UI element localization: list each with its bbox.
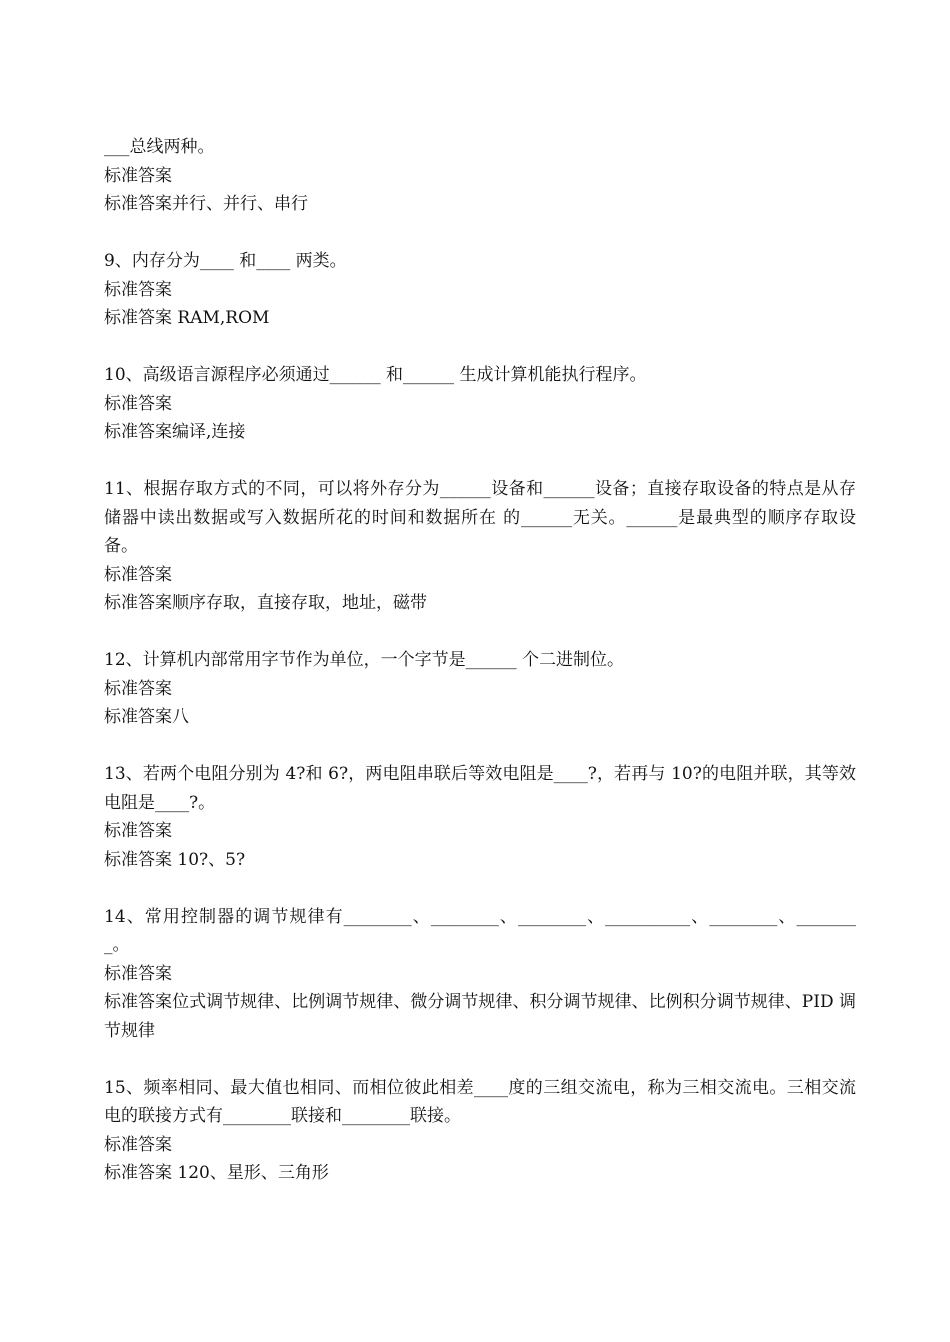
qa-item-15: [104, 1074, 856, 1188]
answer-label: 标准答案: [104, 821, 172, 841]
document-page: [104, 133, 856, 1216]
answer-text: 标准答案并行、并行、串行: [104, 194, 308, 214]
qa-item-10: [104, 361, 856, 447]
answer-text: 标准答案顺序存取，直接存取，地址，磁带: [104, 593, 427, 613]
answer-text: 标准答案 RAM,ROM: [104, 308, 270, 328]
qa-item-9: [104, 247, 856, 333]
qa-item-12: [104, 646, 856, 732]
question-text: 10、高级语言源程序必须通过______ 和______ 生成计算机能执行程序。: [104, 365, 647, 385]
qa-item-13: [104, 760, 856, 874]
answer-label: 标准答案: [104, 678, 172, 699]
answer-text: 标准答案 10?、5?: [104, 849, 246, 870]
answer-label: 标准答案: [104, 1134, 172, 1155]
answer-label: 标准答案: [104, 564, 172, 585]
answer-label: 标准答案: [104, 393, 172, 414]
answer-label: 标准答案: [104, 963, 172, 984]
answer-label: 标准答案: [104, 279, 172, 300]
answer-text: 标准答案八: [104, 707, 189, 727]
qa-item-11: [104, 475, 856, 618]
question-text: 11、根据存取方式的不同，可以将外存分为______设备和______设备；直接存取设备的特点是从存储器中读出数据或写入数据所花的时间和数据所在 的______无关。______是最典型的顺序存取设备。: [104, 479, 856, 556]
answer-text: 标准答案编译,连接: [104, 422, 246, 442]
question-text: 15、频率相同、最大值也相同、而相位彼此相差____度的三组交流电，称为三相交流电。三相交流电的联接方式有________联接和________联接。: [104, 1077, 856, 1126]
answer-label: 标准答案: [104, 165, 172, 186]
answer-text: 标准答案位式调节规律、比例调节规律、微分调节规律、积分调节规律、比例积分调节规律、PID 调节规律: [104, 992, 856, 1041]
qa-item-14: [104, 903, 856, 1046]
question-text: 9、内存分为____ 和____ 两类。: [104, 251, 347, 271]
question-text: 13、若两个电阻分别为 4?和 6?，两电阻串联后等效电阻是____?，若再与 10?的电阻并联，其等效电阻是____?。: [104, 764, 856, 813]
question-text: 14、常用控制器的调节规律有________、________、________、__________、________、________。: [104, 906, 856, 955]
answer-text: 标准答案 120、星形、三角形: [104, 1163, 329, 1183]
question-text: ___总线两种。: [104, 137, 215, 157]
question-text: 12、计算机内部常用字节作为单位，一个字节是______ 个二进制位。: [104, 650, 625, 670]
qa-item-bus: [104, 133, 856, 219]
